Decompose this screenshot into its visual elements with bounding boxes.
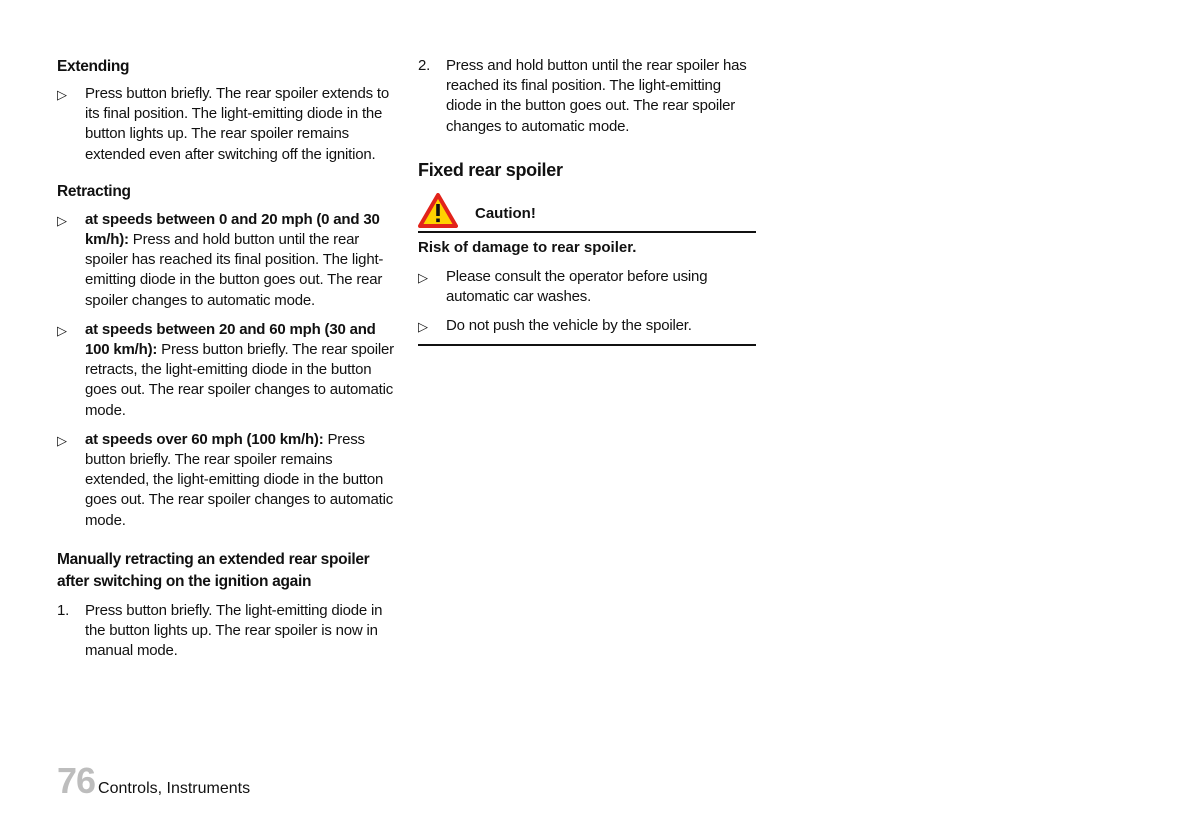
manual-retract-heading: Manually retracting an extended rear spoiler after switching on the ignition again <box>57 550 370 590</box>
step-text: Press and hold button until the rear spoiler has reached its final position. The light-emitting diode in the button goes out. The rear spoiler changes to automatic mode. <box>446 57 747 135</box>
right-column <box>418 56 756 346</box>
caution-item <box>418 267 756 307</box>
step-number: 2. <box>418 57 431 74</box>
risk-statement: Risk of damage to rear spoiler. <box>418 238 637 256</box>
warning-triangle-icon <box>418 193 458 228</box>
extending-heading: Extending <box>57 58 130 75</box>
retracting-item-text: Press button briefly. The rear spoiler remains extended, the light-emitting diode in the button goes out. The rear spoiler changes to automatic mode. <box>85 430 394 529</box>
bullet-arrow-icon: ▷ <box>418 269 428 285</box>
fixed-spoiler-heading: Fixed rear spoiler <box>418 159 563 180</box>
retracting-item-text: Press and hold button until the rear spoiler has reached its final position. The light-emitting diode in the button goes out. The rear spoiler changes to automatic mode. <box>85 231 384 309</box>
retracting-item-condition: at speeds between 0 and 20 mph (0 and 30 km/h): <box>85 210 380 249</box>
bullet-arrow-icon: ▷ <box>418 319 428 335</box>
manual-step-1 <box>57 601 397 662</box>
bullet-arrow-icon: ▷ <box>57 432 67 448</box>
step-text: Press button briefly. The light-emitting diode in the button lights up. The rear spoiler is now in manual mode. <box>85 601 383 660</box>
footer-section-title: Controls, Instruments <box>98 780 251 797</box>
caution-item-text: Do not push the vehicle by the spoiler. <box>446 317 692 335</box>
retracting-item <box>57 430 397 531</box>
page-footer <box>57 760 250 800</box>
retracting-item-condition: at speeds between 20 and 60 mph (30 and 100 km/h): <box>85 320 376 359</box>
manual-step-2 <box>418 56 756 137</box>
bullet-arrow-icon: ▷ <box>57 212 67 228</box>
retracting-item-text: Press button briefly. The rear spoiler retracts, the light-emitting diode in the button goes out. The rear spoiler changes to automatic mode. <box>85 341 394 419</box>
bullet-arrow-icon: ▷ <box>57 87 67 102</box>
caution-header <box>418 193 756 233</box>
retracting-item <box>57 320 397 421</box>
left-column <box>57 56 397 661</box>
bullet-arrow-icon: ▷ <box>57 322 67 338</box>
extending-text: Press button briefly. The rear spoiler extends to its final position. The light-emitting diode in the button lights up. The rear spoiler remains extended even after switching off the ignition. <box>85 85 389 163</box>
caution-list <box>418 267 756 337</box>
retracting-item <box>57 210 397 311</box>
step-number: 1. <box>57 601 70 619</box>
caution-end-rule <box>418 344 756 346</box>
extending-bullet <box>57 84 397 165</box>
caution-label: Caution! <box>475 204 536 222</box>
retracting-heading: Retracting <box>57 182 131 200</box>
retracting-item-condition: at speeds over 60 mph (100 km/h): <box>85 430 324 448</box>
caution-item <box>418 316 756 336</box>
page-number: 76 <box>57 760 96 801</box>
caution-item-text: Please consult the operator before using automatic car washes. <box>446 267 708 306</box>
